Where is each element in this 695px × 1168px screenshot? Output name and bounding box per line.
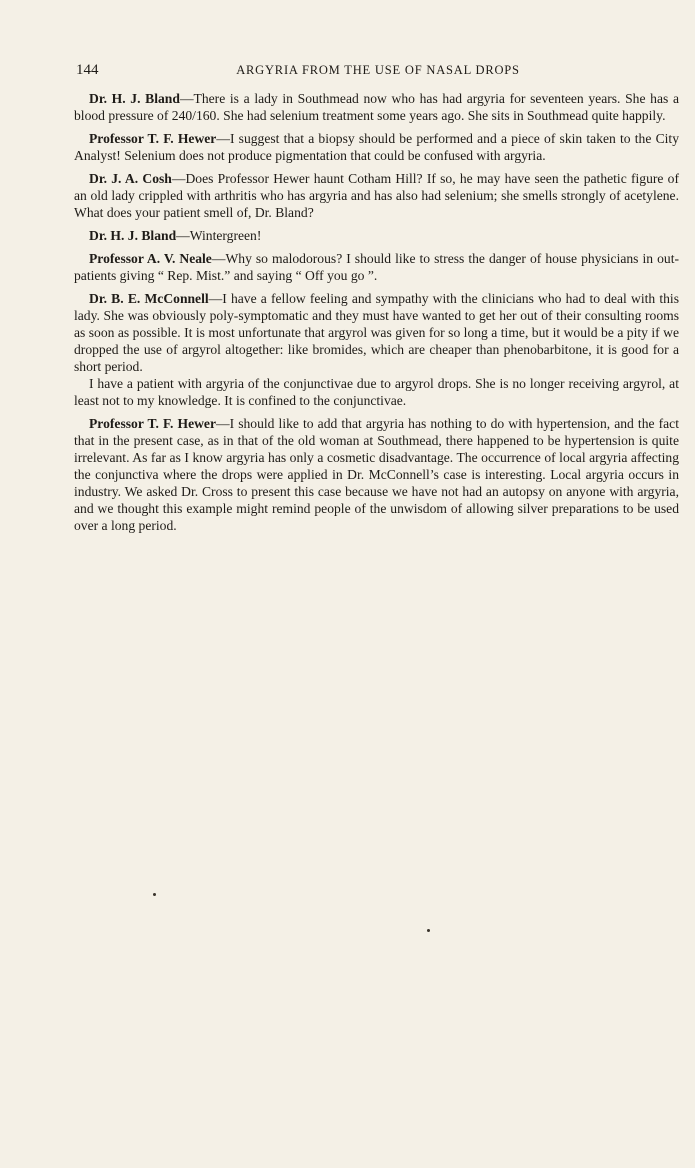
paragraph xyxy=(74,90,679,124)
speaker-name: Professor T. F. Hewer xyxy=(89,131,217,146)
paragraph-text: —Why so malodorous? I should like to stress the danger of house physicians in out-patients giving “ Rep. Mist.” and saying “ Off you go ”. xyxy=(74,251,679,283)
paragraph-text: —I should like to add that argyria has nothing to do with hypertension, and the fact that in the present case, as in that of the old woman at Southmead, there happened to be hypertension is quite irrelevant. As far as I know argyria has only a cosmetic disadvantage. The occurrence of local argyria affecting the conjunctiva where the drops were applied in Dr. McConnell’s case is interesting. Local argyria occurs in industry. We asked Dr. Cross to present this case because we have not had an autopsy on anyone with argyria, and we thought this example might remind people of the unwisdom of allowing silver preparations to be used over a long period. xyxy=(74,416,679,533)
speaker-name: Dr. J. A. Cosh xyxy=(89,171,172,186)
discussion-body xyxy=(74,90,679,540)
paragraph-text: —There is a lady in Southmead now who has had argyria for seventeen years. She has a blood pressure of 240/160. She had selenium treatment some years ago. She sits in Southmead quite happily. xyxy=(74,91,680,123)
speaker-name: Professor A. V. Neale xyxy=(89,251,212,266)
speaker-name: Dr. H. J. Bland xyxy=(89,228,177,243)
paragraph-text: —Does Professor Hewer haunt Cotham Hill? If so, he may have seen the pathetic figure of an old lady crippled with arthritis who has argyria and has also had selenium; she smells strongly of acetylene. What does your patient smell of, Dr. Bland? xyxy=(74,171,680,220)
print-speck xyxy=(153,893,156,896)
running-header xyxy=(76,62,680,80)
running-title: ARGYRIA FROM THE USE OF NASAL DROPS xyxy=(236,63,520,77)
paragraph-continuation xyxy=(74,375,679,409)
speaker-name: Dr. H. J. Bland xyxy=(89,91,180,106)
paragraph xyxy=(74,415,679,534)
speaker-name: Dr. B. E. McConnell xyxy=(89,291,209,306)
paragraph-text: —I suggest that a biopsy should be performed and a piece of skin taken to the City Analyst! Selenium does not produce pigmentation that could be confused with argyria. xyxy=(74,131,679,163)
paragraph xyxy=(74,250,679,284)
paragraph-text: I have a patient with argyria of the conjunctivae due to argyrol drops. She is no longer receiving argyrol, at least not to my knowledge. It is confined to the conjunctivae. xyxy=(74,376,679,408)
paragraph-text: —Wintergreen! xyxy=(176,228,262,243)
paragraph xyxy=(74,227,679,244)
paragraph xyxy=(74,290,679,375)
speaker-name: Professor T. F. Hewer xyxy=(89,416,217,431)
paragraph-text: —I have a fellow feeling and sympathy with the clinicians who had to deal with this lady. She was obviously poly-symptomatic and they must have wanted to get her out of their consulting rooms as soon as possible. It is most unfortunate that argyrol was given for so long a time, but it would be a pity if we dropped the use of argyrol altogether: like bromides, which are cheaper than phenobarbitone, it is good for a short period. xyxy=(74,291,679,374)
page-number: 144 xyxy=(76,62,99,78)
paragraph xyxy=(74,170,679,221)
print-speck xyxy=(427,929,430,932)
paragraph xyxy=(74,130,679,164)
